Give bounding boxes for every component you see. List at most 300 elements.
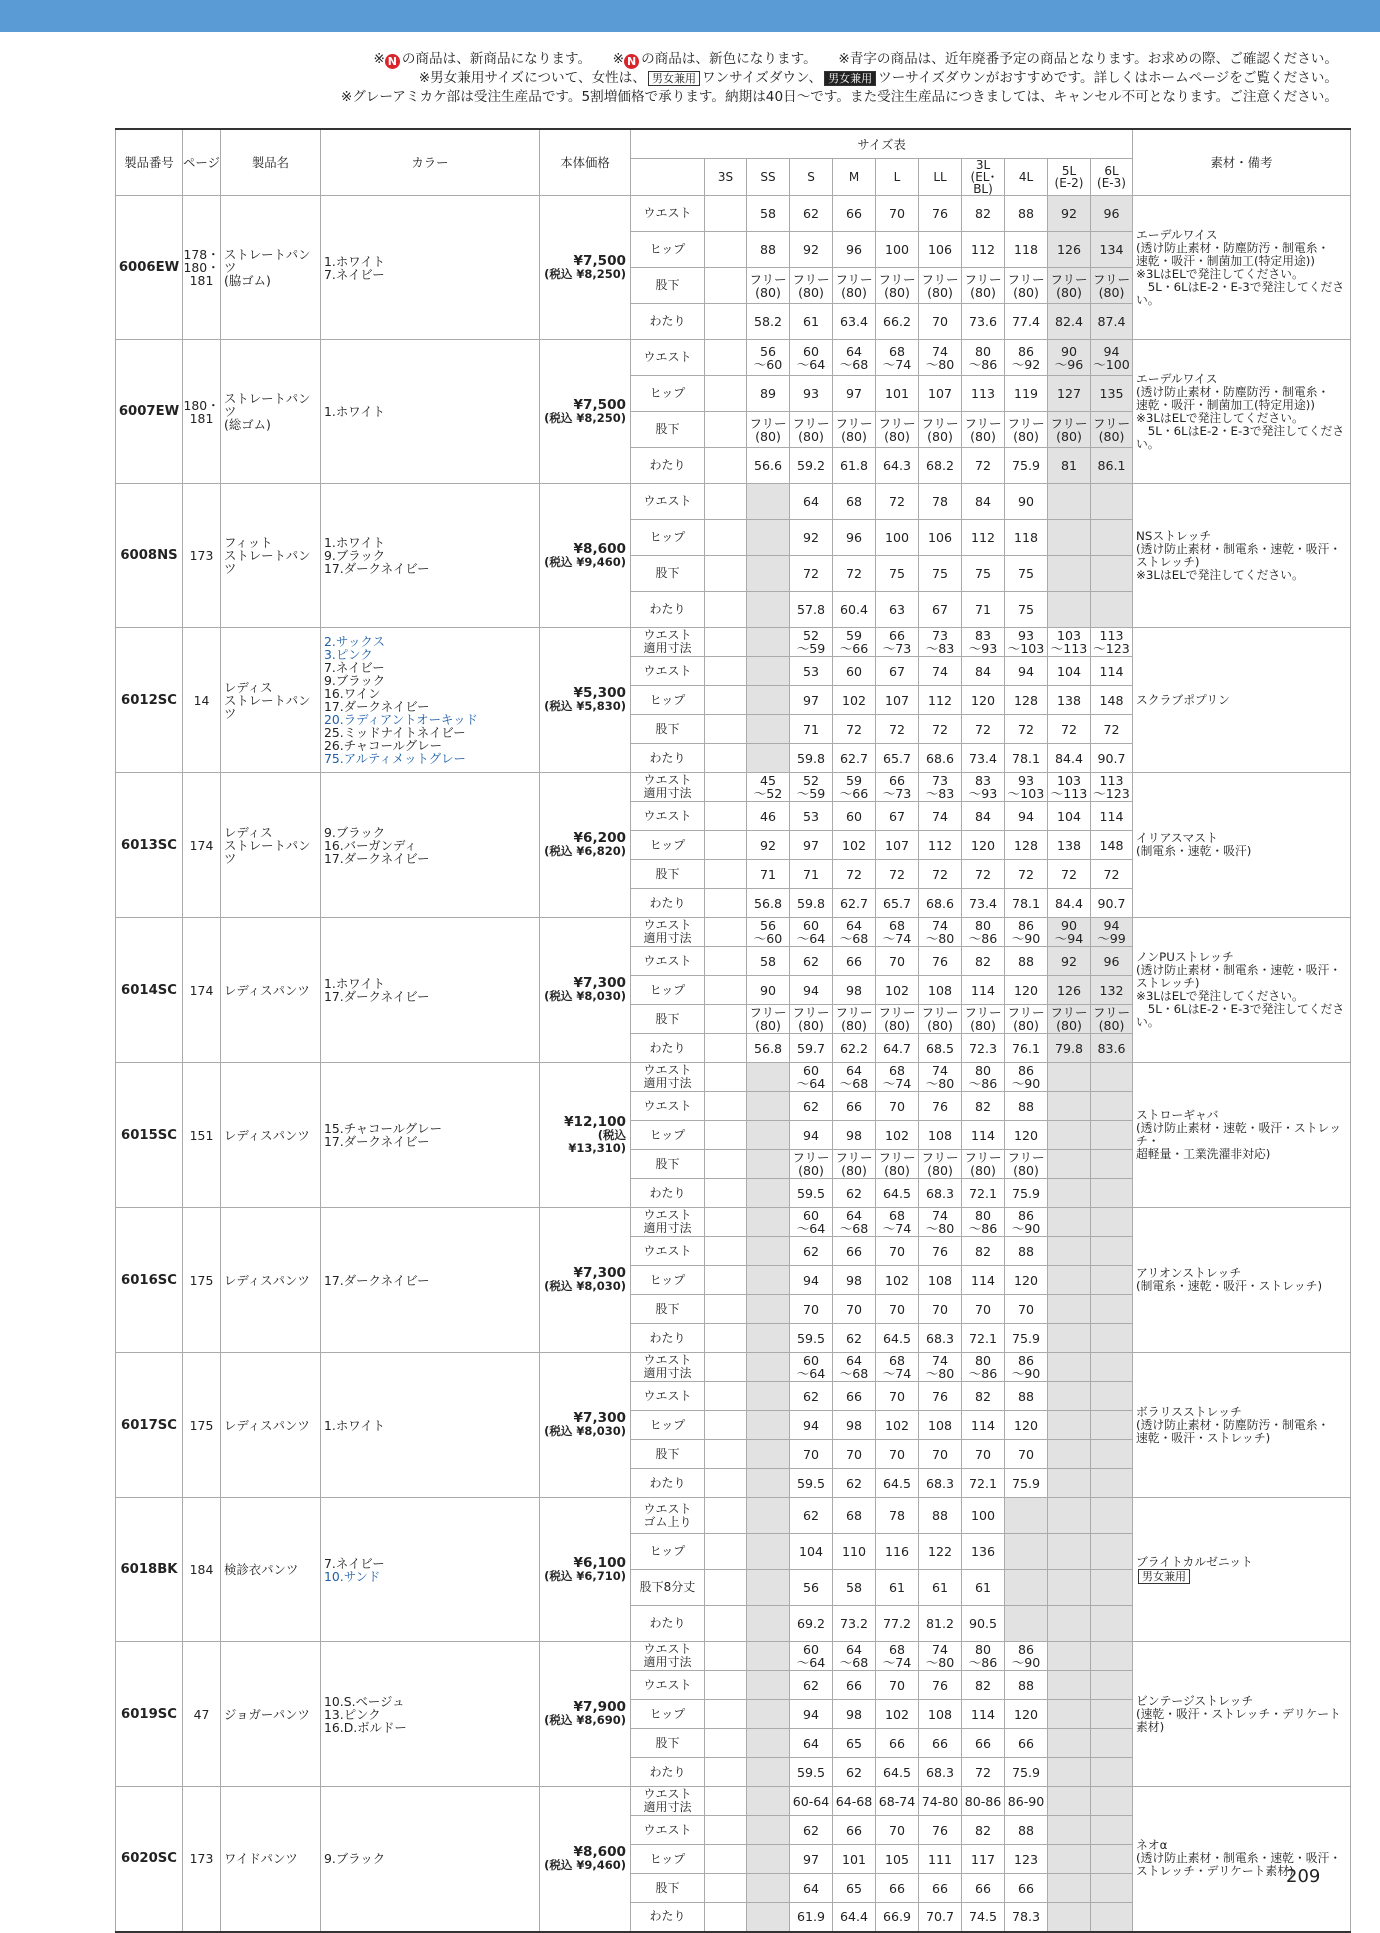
size-value: 76 (919, 1237, 962, 1266)
table-row (116, 196, 1351, 232)
size-value: 66 (833, 1816, 876, 1845)
size-value (747, 1534, 790, 1570)
size-value (705, 686, 747, 715)
size-value: 104 (790, 1534, 833, 1570)
price-base: ¥7,500 (573, 396, 626, 413)
measure-label: わたり (631, 1324, 705, 1353)
size-value: 74 ～80 (919, 340, 962, 376)
size-value: フリー (80) (1091, 412, 1133, 448)
size-value: 87.4 (1091, 304, 1133, 340)
price (540, 628, 631, 773)
measure-label: ウエスト (631, 1671, 705, 1700)
color-item: 17.ダークネイビー (324, 561, 430, 576)
size-value: 83 ～93 (962, 628, 1005, 657)
size-value: 64 (790, 484, 833, 520)
size-value (1091, 1758, 1133, 1787)
size-value: 60-64 (790, 1787, 833, 1816)
size-value: 59.8 (790, 889, 833, 918)
table-row (116, 918, 1351, 947)
product-number: 6008NS (116, 484, 183, 628)
size-value: 66.9 (876, 1903, 919, 1932)
size-value: フリー (80) (790, 412, 833, 448)
size-value: 66 (919, 1729, 962, 1758)
size-value (1091, 556, 1133, 592)
size-value: 100 (876, 520, 919, 556)
table-row (116, 628, 1351, 657)
size-value: 100 (962, 1498, 1005, 1534)
size-value: 56 ～60 (747, 918, 790, 947)
size-value: 68.5 (919, 1034, 962, 1063)
color-item: 1.ホワイト (324, 976, 386, 991)
size-value: 73.6 (962, 304, 1005, 340)
size-value (747, 1729, 790, 1758)
measure-label: ウエスト 適用寸法 (631, 1787, 705, 1816)
price (540, 1787, 631, 1932)
size-value (705, 1150, 747, 1179)
size-value (1048, 1570, 1091, 1606)
color-item: 20.ラディアントオーキッド (324, 712, 478, 727)
measure-label: ウエスト 適用寸法 (631, 1063, 705, 1092)
size-value: 62 (833, 1469, 876, 1498)
col-color: カラー (321, 129, 540, 196)
size-value: 58 (747, 947, 790, 976)
size-value: 75.9 (1005, 1324, 1048, 1353)
col-page: ページ (183, 129, 221, 196)
size-value (1091, 1874, 1133, 1903)
size-value: 60.4 (833, 592, 876, 628)
size-value: 76 (919, 196, 962, 232)
price (540, 1353, 631, 1498)
size-value (705, 1874, 747, 1903)
product-name: レディス ストレートパンツ (221, 773, 321, 918)
size-value: 71 (962, 592, 1005, 628)
catalog-page: 47 (183, 1642, 221, 1787)
product-name: フィット ストレートパンツ (221, 484, 321, 628)
notice-block (341, 50, 1338, 107)
size-value: 62.7 (833, 744, 876, 773)
product-number: 6006EW (116, 196, 183, 340)
size-value: 72 (833, 556, 876, 592)
size-value (1091, 1266, 1133, 1295)
size-value: フリー (80) (876, 1005, 919, 1034)
size-value: 123 (1005, 1845, 1048, 1874)
size-value: 92 (790, 520, 833, 556)
table-row (116, 1642, 1351, 1671)
size-value (1048, 1092, 1091, 1121)
size-value: 98 (833, 1411, 876, 1440)
measure-label: ヒップ (631, 1411, 705, 1440)
size-value: 103 ～113 (1048, 773, 1091, 802)
size-value (705, 744, 747, 773)
size-value: 60 ～64 (790, 1063, 833, 1092)
size-value (705, 947, 747, 976)
size-value: 72 (1048, 860, 1091, 889)
size-value (747, 1498, 790, 1534)
size-value: 103 ～113 (1048, 628, 1091, 657)
price-base: ¥7,300 (573, 1410, 626, 1426)
size-value: 60 (833, 657, 876, 686)
size-value (1048, 1498, 1091, 1534)
size-value (1048, 1324, 1091, 1353)
catalog-page: 178・ 180・ 181 (183, 196, 221, 340)
color-item: 16.D.ボルドー (324, 1719, 407, 1735)
size-value: 97 (790, 1845, 833, 1874)
size-value: 59.7 (790, 1034, 833, 1063)
size-value: 66 (876, 1874, 919, 1903)
size-value: 90 (1005, 484, 1048, 520)
size-value: 80 ～86 (962, 918, 1005, 947)
measure-label: わたり (631, 889, 705, 918)
size-value: 72 (919, 860, 962, 889)
size-value: 86 ～92 (1005, 340, 1048, 376)
color-item: 3.ピンク (324, 647, 373, 662)
size-value (705, 1237, 747, 1266)
size-value (705, 448, 747, 484)
size-value: 84.4 (1048, 889, 1091, 918)
size-value (1048, 1295, 1091, 1324)
price-tax: (税込 ¥8,250) (544, 266, 626, 281)
color-item: 17.ダークネイビー (324, 1134, 430, 1149)
size-value: 68.6 (919, 744, 962, 773)
size-value: 72 (962, 1758, 1005, 1787)
size-value (1091, 1411, 1133, 1440)
size-value: 60 ～64 (790, 1642, 833, 1671)
color-item: 16.ワイン (324, 686, 381, 701)
size-value: フリー (80) (747, 1005, 790, 1034)
size-value: 76 (919, 1671, 962, 1700)
color-item: 1.ホワイト (324, 404, 386, 419)
size-value: 70 (876, 1092, 919, 1121)
size-value: フリー (80) (1091, 1005, 1133, 1034)
size-value (1005, 1498, 1048, 1534)
size-value: 66 (833, 1092, 876, 1121)
material-notes: ビンテージストレッチ (速乾・吸汗・ストレッチ・デリケート素材) (1133, 1642, 1351, 1787)
size-value: 64 ～68 (833, 340, 876, 376)
price-tax: (税込 ¥8,250) (544, 410, 626, 425)
price (540, 1063, 631, 1208)
size-value: 101 (876, 376, 919, 412)
color-list (321, 1787, 540, 1932)
size-value (705, 1295, 747, 1324)
size-value: 75.9 (1005, 1758, 1048, 1787)
measure-label: わたり (631, 1903, 705, 1932)
color-item: 1.ホワイト (324, 1417, 386, 1433)
size-value (705, 1498, 747, 1534)
size-value (705, 715, 747, 744)
size-value: 74-80 (919, 1787, 962, 1816)
size-value: 90 ～94 (1048, 918, 1091, 947)
size-value: 114 (1091, 657, 1133, 686)
size-value: 59.5 (790, 1324, 833, 1353)
size-value: 62 (790, 947, 833, 976)
size-value: 105 (876, 1845, 919, 1874)
size-value: 66 (962, 1729, 1005, 1758)
size-value (1091, 520, 1133, 556)
size-value: フリー (80) (1048, 1005, 1091, 1034)
size-value: 102 (876, 1266, 919, 1295)
size-value (1048, 1121, 1091, 1150)
size-value: 56.8 (747, 1034, 790, 1063)
size-value (747, 686, 790, 715)
size-value: 112 (962, 520, 1005, 556)
size-value: 72 (876, 860, 919, 889)
size-value: 78 (919, 484, 962, 520)
size-value: 118 (1005, 232, 1048, 268)
size-value: 93 (790, 376, 833, 412)
size-value (705, 831, 747, 860)
size-value: 62 (790, 1671, 833, 1700)
size-value: 81.2 (919, 1606, 962, 1642)
size-value (747, 1758, 790, 1787)
size-value: 65.7 (876, 744, 919, 773)
color-item: 17.ダークネイビー (324, 989, 430, 1004)
size-value: 90.7 (1091, 889, 1133, 918)
table-row (116, 484, 1351, 520)
size-value: 94 ～99 (1091, 918, 1133, 947)
size-value: 114 (962, 1121, 1005, 1150)
size-value (747, 1179, 790, 1208)
size-value: 108 (919, 976, 962, 1005)
product-number: 6017SC (116, 1353, 183, 1498)
size-value (747, 1469, 790, 1498)
catalog-page: 151 (183, 1063, 221, 1208)
price-tax: (税込 ¥8,690) (544, 1713, 626, 1727)
measure-label: わたり (631, 1758, 705, 1787)
price (540, 1642, 631, 1787)
measure-label: ヒップ (631, 1700, 705, 1729)
size-value: 117 (962, 1845, 1005, 1874)
size-value: 64.5 (876, 1179, 919, 1208)
size-value (705, 1179, 747, 1208)
size-value: 62 (790, 1237, 833, 1266)
size-value: 62 (790, 1382, 833, 1411)
size-value (1048, 1671, 1091, 1700)
catalog-page: 184 (183, 1498, 221, 1642)
size-value: 66 (833, 1671, 876, 1700)
size-value: 78.1 (1005, 744, 1048, 773)
size-value: 53 (790, 657, 833, 686)
material-notes: エーデルワイス (透け防止素材・防塵防汚・制電糸・ 速乾・吸汗・制菌加工(特定用途)) ※3LはELで発注してください。 5L・6LはE-2・E-3で発注してください。 (1133, 196, 1351, 340)
size-header: 3S (705, 159, 747, 196)
size-value: 70 (833, 1440, 876, 1469)
size-value (705, 657, 747, 686)
size-value: 70 (919, 304, 962, 340)
size-value: 94 (790, 1121, 833, 1150)
size-value: 74 ～80 (919, 1642, 962, 1671)
size-value: 66 (962, 1874, 1005, 1903)
size-value (705, 1816, 747, 1845)
measure-label: わたり (631, 304, 705, 340)
price-base: ¥12,100 (564, 1113, 626, 1130)
col-material: 素材・備考 (1133, 129, 1351, 196)
size-value: 60 ～64 (790, 340, 833, 376)
measure-label: 股下 (631, 1150, 705, 1179)
material-notes: NSストレッチ (透け防止素材・制電糸・速乾・吸汗・ ストレッチ) ※3LはELで発注してください。 (1133, 484, 1351, 628)
color-item: 2.サックス (324, 634, 386, 649)
color-item: 17.ダークネイビー (324, 1272, 430, 1288)
material-notes: イリアスマスト (制電糸・速乾・吸汗) (1133, 773, 1351, 918)
size-value (705, 1671, 747, 1700)
price-tax: (税込 ¥8,030) (544, 989, 626, 1003)
size-value (705, 889, 747, 918)
size-value (1091, 1816, 1133, 1845)
size-value: 65.7 (876, 889, 919, 918)
color-item: 75.アルティメットグレー (324, 751, 466, 766)
size-value: 72 (790, 556, 833, 592)
size-value (747, 1903, 790, 1932)
size-value: 72 (1091, 715, 1133, 744)
size-header: SS (747, 159, 790, 196)
size-value: 66 (1005, 1874, 1048, 1903)
size-value: フリー (80) (833, 268, 876, 304)
size-value (1048, 1382, 1091, 1411)
size-value (747, 1671, 790, 1700)
size-value (705, 484, 747, 520)
size-value: フリー (80) (919, 412, 962, 448)
size-value (747, 1063, 790, 1092)
material-notes: エーデルワイス (透け防止素材・防塵防汚・制電糸・ 速乾・吸汗・制菌加工(特定用途)) ※3LはELで発注してください。 5L・6LはE-2・E-3で発注してください。 (1133, 340, 1351, 484)
size-value: 70 (876, 947, 919, 976)
material-notes: ブライトカルゼニット 男女兼用 (1133, 1498, 1351, 1642)
size-value: 116 (876, 1534, 919, 1570)
measure-label: ウエスト 適用寸法 (631, 628, 705, 657)
price-tax: (税込 ¥9,460) (544, 1857, 626, 1872)
size-value (705, 1570, 747, 1606)
size-value (1048, 1411, 1091, 1440)
size-value: 88 (919, 1498, 962, 1534)
product-name: レディス ストレートパンツ (221, 628, 321, 773)
size-value: 90 (747, 976, 790, 1005)
size-value: 72 (1005, 715, 1048, 744)
size-value: 61 (919, 1570, 962, 1606)
notice-line-3: ※グレーアミカケ部は受注生産品です。5割増価格で承ります。納期は40日～です。また受注生産品につきましては、キャンセル不可となります。ご注意ください。 (340, 89, 1338, 105)
measure-label: 股下 (631, 715, 705, 744)
size-value: 72 (962, 860, 1005, 889)
catalog-page: 175 (183, 1353, 221, 1498)
size-value: 72 (876, 484, 919, 520)
size-value: 94 (790, 1411, 833, 1440)
size-value: 66 (833, 1382, 876, 1411)
size-value: 94 (1005, 657, 1048, 686)
size-value: 107 (919, 376, 962, 412)
size-value: 68.3 (919, 1324, 962, 1353)
size-value: 71 (790, 860, 833, 889)
size-value: 102 (876, 1700, 919, 1729)
size-value: 88 (1005, 947, 1048, 976)
size-value: 72 (833, 860, 876, 889)
measure-label: 股下 (631, 1295, 705, 1324)
size-value: 63 (876, 592, 919, 628)
size-value: 78 (876, 1498, 919, 1534)
size-value (1048, 1642, 1091, 1671)
size-value: 68 ～74 (876, 1353, 919, 1382)
measure-label: ウエスト 適用寸法 (631, 918, 705, 947)
size-value: 111 (919, 1845, 962, 1874)
price-tax: (税込 ¥9,460) (544, 554, 626, 569)
size-value (1048, 1440, 1091, 1469)
size-value: 59.5 (790, 1179, 833, 1208)
price-tax: (税込 ¥8,030) (544, 1424, 626, 1438)
size-value (747, 1816, 790, 1845)
size-value: 93 ～103 (1005, 773, 1048, 802)
size-value: 92 (1048, 947, 1091, 976)
size-value (705, 412, 747, 448)
color-item: 7.ネイビー (324, 660, 385, 675)
product-name: レディスパンツ (221, 1063, 321, 1208)
size-value (705, 1642, 747, 1671)
size-value: 66.2 (876, 304, 919, 340)
size-value: 74 (919, 657, 962, 686)
size-value (747, 1150, 790, 1179)
size-value: 108 (919, 1266, 962, 1295)
size-value: 64 (790, 1874, 833, 1903)
size-value (705, 1758, 747, 1787)
size-value (705, 1266, 747, 1295)
size-value: 74.5 (962, 1903, 1005, 1932)
size-value: 86-90 (1005, 1787, 1048, 1816)
size-value (747, 1642, 790, 1671)
size-value: 88 (1005, 1092, 1048, 1121)
size-value (1005, 1570, 1048, 1606)
size-value: 60 ～64 (790, 918, 833, 947)
measure-label: わたり (631, 1034, 705, 1063)
price-base: ¥7,500 (573, 252, 626, 269)
size-value (705, 1606, 747, 1642)
size-value: 138 (1048, 686, 1091, 715)
size-value: 98 (833, 1700, 876, 1729)
product-name: レディスパンツ (221, 1353, 321, 1498)
size-value: 68-74 (876, 1787, 919, 1816)
size-value (747, 1787, 790, 1816)
size-value: 119 (1005, 376, 1048, 412)
size-value: 72.3 (962, 1034, 1005, 1063)
size-value (1005, 1534, 1048, 1570)
size-value: 88 (1005, 1816, 1048, 1845)
size-value: 59.8 (790, 744, 833, 773)
size-value: 59.5 (790, 1469, 833, 1498)
size-value: 82 (962, 947, 1005, 976)
measure-label: ウエスト (631, 1382, 705, 1411)
size-value: 66 (876, 1729, 919, 1758)
size-value: フリー (80) (1005, 412, 1048, 448)
measure-label: ウエスト (631, 1092, 705, 1121)
size-value: 72 (876, 715, 919, 744)
price-base: ¥6,100 (573, 1554, 626, 1571)
size-value: 53 (790, 802, 833, 831)
size-value (1048, 1606, 1091, 1642)
size-value (1048, 1787, 1091, 1816)
size-value: 75.9 (1005, 448, 1048, 484)
size-value: 68 ～74 (876, 1063, 919, 1092)
color-list (321, 1063, 540, 1208)
size-value: 98 (833, 976, 876, 1005)
size-value: 79.8 (1048, 1034, 1091, 1063)
price-tax: (税込 ¥13,310) (568, 1127, 626, 1155)
size-value (1091, 1237, 1133, 1266)
size-value: 86 ～90 (1005, 1208, 1048, 1237)
size-value: 62 (790, 1092, 833, 1121)
size-header: M (833, 159, 876, 196)
size-value (705, 1845, 747, 1874)
size-value (1048, 1534, 1091, 1570)
measure-label: ウエスト (631, 484, 705, 520)
color-list (321, 628, 540, 773)
size-value (1048, 1874, 1091, 1903)
product-number: 6012SC (116, 628, 183, 773)
measure-label: 股下 (631, 860, 705, 889)
size-value (747, 715, 790, 744)
size-value (1091, 1700, 1133, 1729)
